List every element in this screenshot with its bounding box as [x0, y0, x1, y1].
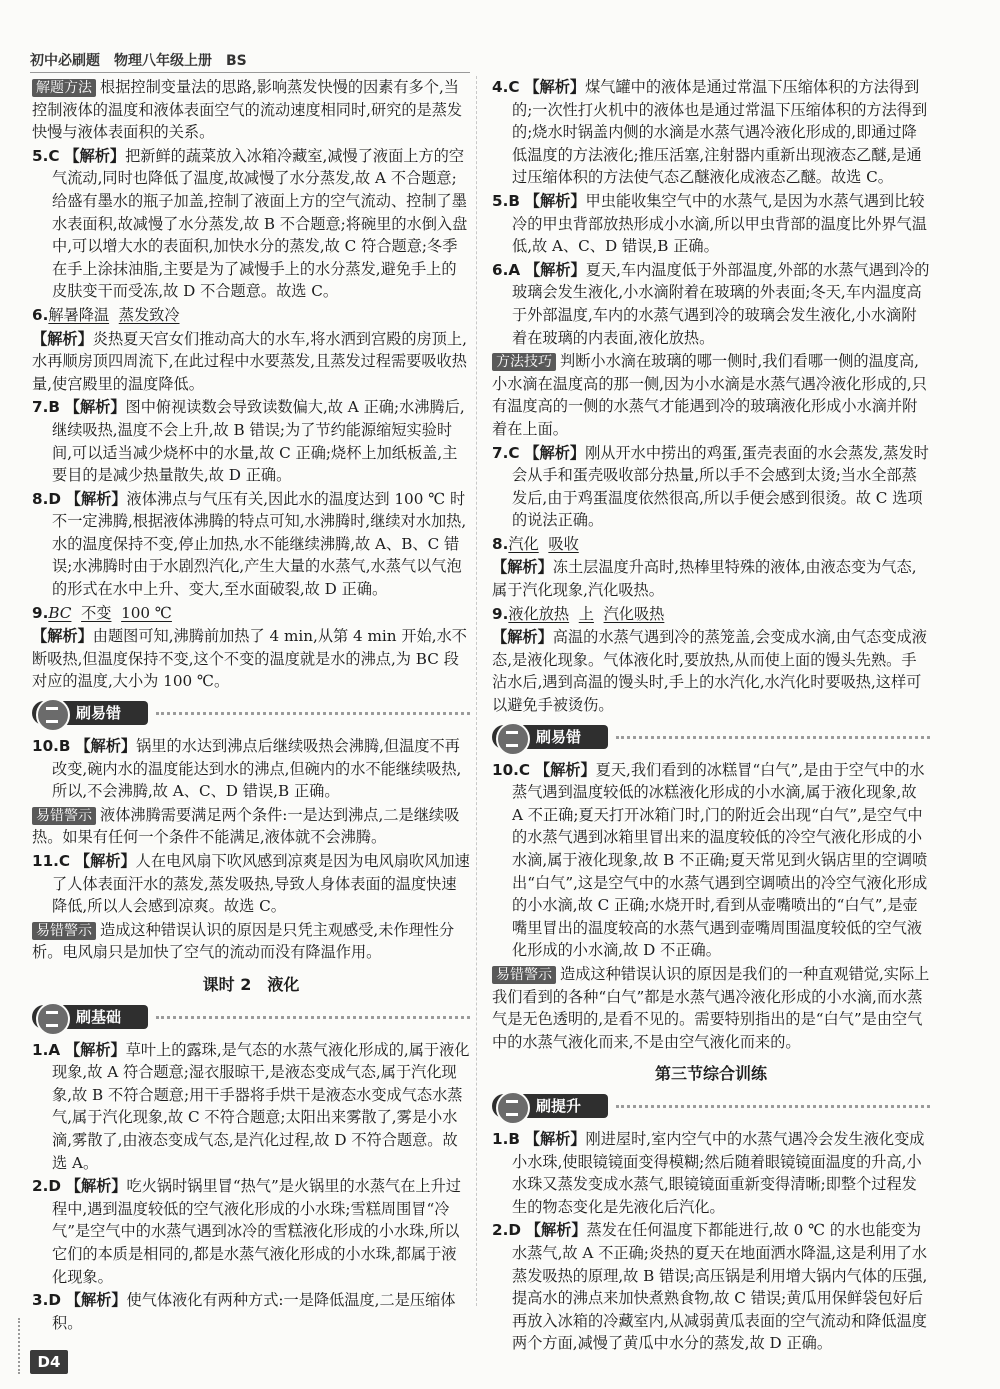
brush-icon — [36, 698, 70, 732]
basic-item-10: 10.C 【解析】夏天,我们看到的冰糕冒“白气”,是由于空气中的水蒸气遇到温度较低的冰糕液化形成的小水滴,属于液化现象,故 A 不正确;夏天打开冰箱门时,门的附近会出现“白气”,是空气中的水蒸气遇到冰箱里冒出来的温度较低的冷空气液化形成的小水滴,属于液化现象,故 B 不正确;夏天常见到火锅店里的空调喷出“白气”,这是空气中的水蒸气遇到空调喷出的冷空气液化形成的小水滴,故 C 正确;水烧开时,看到从壶嘴喷出的“白气”,是壶嘴里冒出的温度较高的水蒸气遇到壶嘴周围温度较低的空气液化形成的小水滴,故 D 不正确。 — [492, 760, 928, 960]
brush-icon — [496, 1091, 530, 1125]
dotted-rule — [616, 736, 930, 739]
warning-b10: 易错警示 造成这种错误认识的原因是我们的一种直观错觉,实际上我们看到的各种“白气”都是水蒸气遇冷液化形成的小水滴,而水蒸气是无色透明的,是看不见的。需要特别指出的是“白气”是由空气中的水蒸气液化而来,不是由空气液化而来的。 — [492, 964, 930, 1051]
section-title: 第三节综合训练 — [654, 1064, 767, 1084]
warning-11: 易错警示 造成这种错误认识的原因是只凭主观感受,未作理性分析。电风扇只是加快了空气的流动而没有降温作用。 — [32, 920, 455, 962]
basic-item-5: 5.B 【解析】甲虫能收集空气中的水蒸气,是因为水蒸气遇到比较冷的甲虫背部放热形成小水滴,所以甲虫背部的温度比外界气温低,故 A、C、D 错误,B 正确。 — [492, 191, 927, 256]
basic-item-7: 7.C 【解析】刚从开水中捞出的鸡蛋,蛋壳表面的水会蒸发,蒸发时会从手和蛋壳吸收部分热量,所以手不会感到太烫;当水全部蒸发后,由于鸡蛋温度依然很高,所以手便会感到很烫。故 C 选项的说法正确。 — [492, 443, 929, 530]
brush-icon — [36, 1002, 70, 1036]
warning-10: 易错警示 液体沸腾需要满足两个条件:一是达到沸点,二是继续吸热。如果有任何一个条件不能满足,液体就不会沸腾。 — [32, 805, 460, 847]
answer-item-5: 5.C 【解析】把新鲜的蔬菜放入冰箱冷藏室,减慢了液面上方的空气流动,同时也降低了温度,故减慢了水分蒸发,故 A 不合题意;给盛有墨水的瓶子加盖,控制了液面上方的空气流动、控制了墨水表面积,故减慢了水分蒸发,故 B 不合题意;将碗里的水倒入盘中,可以增大水的表面积,加快水分的蒸发,故 C 符合题意;冬季在手上涂抹油脂,主要是为了减慢手上的水分蒸发,避免手上的皮肤变干而受冻,故 D 不合题意。故选 C。 — [32, 146, 468, 301]
banner-label: 刷基础 — [32, 1005, 148, 1029]
answer-item-7: 7.B 【解析】图中俯视读数会导致读数偏大,故 A 正确;水沸腾后,继续吸热,温度不会上升,故 B 错误;为了节约能源缩短实验时间,可以适当减少烧杯中的水量,故 C 正确;烧杯上加纸板盖,主要目的是减少热量散失,故 D 正确。 — [32, 398, 465, 485]
answer-item-6: 6.解暑降温 蒸发致冷 — [32, 305, 180, 324]
advanced-item-2: 2.D 【解析】蒸发在任何温度下都能进行,故 0 ℃ 的水也能变为水蒸气,故 A 不正确;炎热的夏天在地面洒水降温,这是利用了水蒸发吸热的原理,故 B 错误;高压锅是利用增大锅内气体的压强,提高水的沸点来加快煮熟食物,故 C 错误;黄瓜用保鲜袋包好后再放入冰箱的冷藏室内,从减弱黄瓜表面的空气流动和降低温度两个方面,减慢了黄瓜中水分的蒸发,故 D 正确。 — [492, 1221, 928, 1353]
banner-label: 刷易错 — [492, 725, 608, 749]
tip-6: 方法技巧 判断小水滴在玻璃的哪一侧时,我们看哪一侧的温度高,小水滴在温度高的那一侧,因为小水滴是水蒸气遇冷液化形成的,只有温度高的一侧的水蒸气才能遇到冷的玻璃液化形成小水滴并附着在上面。 — [492, 352, 927, 438]
answer-item-10: 10.B 【解析】锅里的水达到沸点后继续吸热会沸腾,但温度不再改变,碗内水的温度能达到水的沸点,但碗内的水不能继续吸热,所以,不会沸腾,故 A、C、D 错误,B 正确。 — [32, 737, 462, 801]
page-header: 初中必刷题 物理八年级上册 BS — [30, 50, 470, 73]
tag-method: 解题方法 — [32, 79, 96, 97]
left-column — [32, 76, 470, 1335]
basic-item-9: 9.液化放热 上 汽化吸热 — [492, 604, 665, 623]
answer-item-11: 11.C 【解析】人在电风扇下吹风感到凉爽是因为电风扇吹风加速了人体表面汗水的蒸发,蒸发吸热,导致人身体表面的温度快速降低,所以人会感到凉爽。故选 C。 — [32, 852, 470, 916]
column-divider — [476, 76, 477, 1306]
dotted-rule — [156, 1016, 470, 1019]
basic-item-2: 2.D 【解析】吃火锅时锅里冒“热气”是火锅里的水蒸气在上升过程中,遇到温度较低的空气液化形成的小水珠;雪糕周围冒“冷气”是空气中的水蒸气遇到冰冷的雪糕液化形成的小水珠,所以它们的本质是相同的,都是水蒸气液化形成的小水珠,都属于液化现象。 — [32, 1177, 461, 1286]
basic-item-8: 8.汽化 吸收 — [492, 534, 579, 553]
answer-item-9: 9.BC 不变 100 ℃ — [32, 603, 172, 622]
dotted-rule — [156, 712, 470, 715]
basic-item-1: 1.A 【解析】草叶上的露珠,是气态的水蒸气液化形成的,属于液化现象,故 A 符合题意;湿衣服晾干,是液态变成气态,属于汽化现象,故 B 不符合题意;用干手器将手烘干是液态水变成气态水蒸气,属于汽化现象,故 C 不符合题意;太阳出来雾散了,雾是小水滴,雾散了,由液态变成气态,是汽化过程,故 D 不符合题意。故选 A。 — [32, 1040, 470, 1172]
banner-yicuo-left — [32, 699, 470, 729]
answer-item-9-explain: 【解析】由题图可知,沸腾前加热了 4 min,从第 4 min 开始,水不断吸热,但温度保持不变,这个不变的温度就是水的沸点,为 BC 段对应的温度,大小为 100 ℃。 — [32, 627, 467, 691]
right-column — [492, 76, 930, 1356]
page-number: D4 — [30, 1350, 68, 1374]
basic-item-4: 4.C 【解析】煤气罐中的液体是通过常温下压缩体积的方法得到的;一次性打火机中的液体也是通过常温下压缩体积的方法得到的;烧水时锅盖内侧的水滴是水蒸气遇冷液化形成的,即通过降低温度的方法液化;推压活塞,注射器内重新出现液态乙醚,是通过压缩体积的方法使气态乙醚液化成液态乙醚。故选 C。 — [492, 78, 928, 187]
basic-item-6: 6.A 【解析】夏天,车内温度低于外部温度,外部的水蒸气遇到冷的玻璃会发生液化,小水滴附着在玻璃的外表面;冬天,车内温度高于外部温度,车内的水蒸气遇到冷的玻璃会发生液化,小水滴附着在玻璃的内表面,液化放热。 — [492, 260, 930, 347]
page-margin-dots — [18, 1318, 20, 1374]
banner-label: 刷提升 — [492, 1094, 608, 1118]
basic-item-3: 3.D 【解析】使气体液化有两种方式:一是降低温度,二是压缩体积。 — [32, 1291, 456, 1332]
banner-tisheng — [492, 1092, 930, 1122]
intro-paragraph: 解题方法 根据控制变量法的思路,影响蒸发快慢的因素有多个,当控制液体的温度和液体表面空气的流动速度相同时,研究的是蒸发快慢与液体表面积的关系。 — [32, 78, 463, 142]
banner-jichu — [32, 1003, 470, 1033]
basic-item-9-explain: 【解析】高温的水蒸气遇到冷的蒸笼盖,会变成水滴,由气态变成液态,是液化现象。气体液化时,要放热,从而使上面的馒头先熟。手沾水后,遇到高温的馒头时,手上的水汽化,水汽化时要吸热,这样可以避免手被烫伤。 — [492, 628, 927, 715]
advanced-item-1: 1.B 【解析】刚进屋时,室内空气中的水蒸气遇冷会发生液化变成小水珠,使眼镜镜面变得模糊;然后随着眼镜镜面温度的升高,小水珠又蒸发变成水蒸气,眼镜镜面重新变得清晰;即整个过程发生的物态变化是先液化后汽化。 — [492, 1129, 925, 1216]
banner-yicuo-right — [492, 723, 930, 753]
answer-item-8: 8.D 【解析】液体沸点与气压有关,因此水的温度达到 100 ℃ 时不一定沸腾,根据液体沸腾的特点可知,水沸腾时,继续对水加热,水的温度保持不变,停止加热,水不能继续沸腾,故 A、B、C 错误;水沸腾时由于水剧烈汽化,产生大量的水蒸气,水蒸气以气泡的形式在水中上升、变大,至水面破裂,故 D 正确。 — [32, 489, 467, 599]
banner-label: 刷易错 — [32, 701, 148, 725]
lesson-title: 课时 2 液化 — [202, 974, 300, 994]
dotted-rule — [616, 1105, 930, 1108]
basic-item-8-explain: 【解析】冻土层温度升高时,热棒里特殊的液体,由液态变为气态,属于汽化现象,汽化吸热。 — [492, 558, 917, 600]
brush-icon — [496, 722, 530, 756]
answer-item-6-explain: 【解析】炎热夏天宫女们推动高大的水车,将水洒到宫殿的房顶上,水再顺房顶四周流下,在此过程中水要蒸发,且蒸发过程需要吸收热量,使宫殿里的温度降低。 — [32, 329, 467, 393]
